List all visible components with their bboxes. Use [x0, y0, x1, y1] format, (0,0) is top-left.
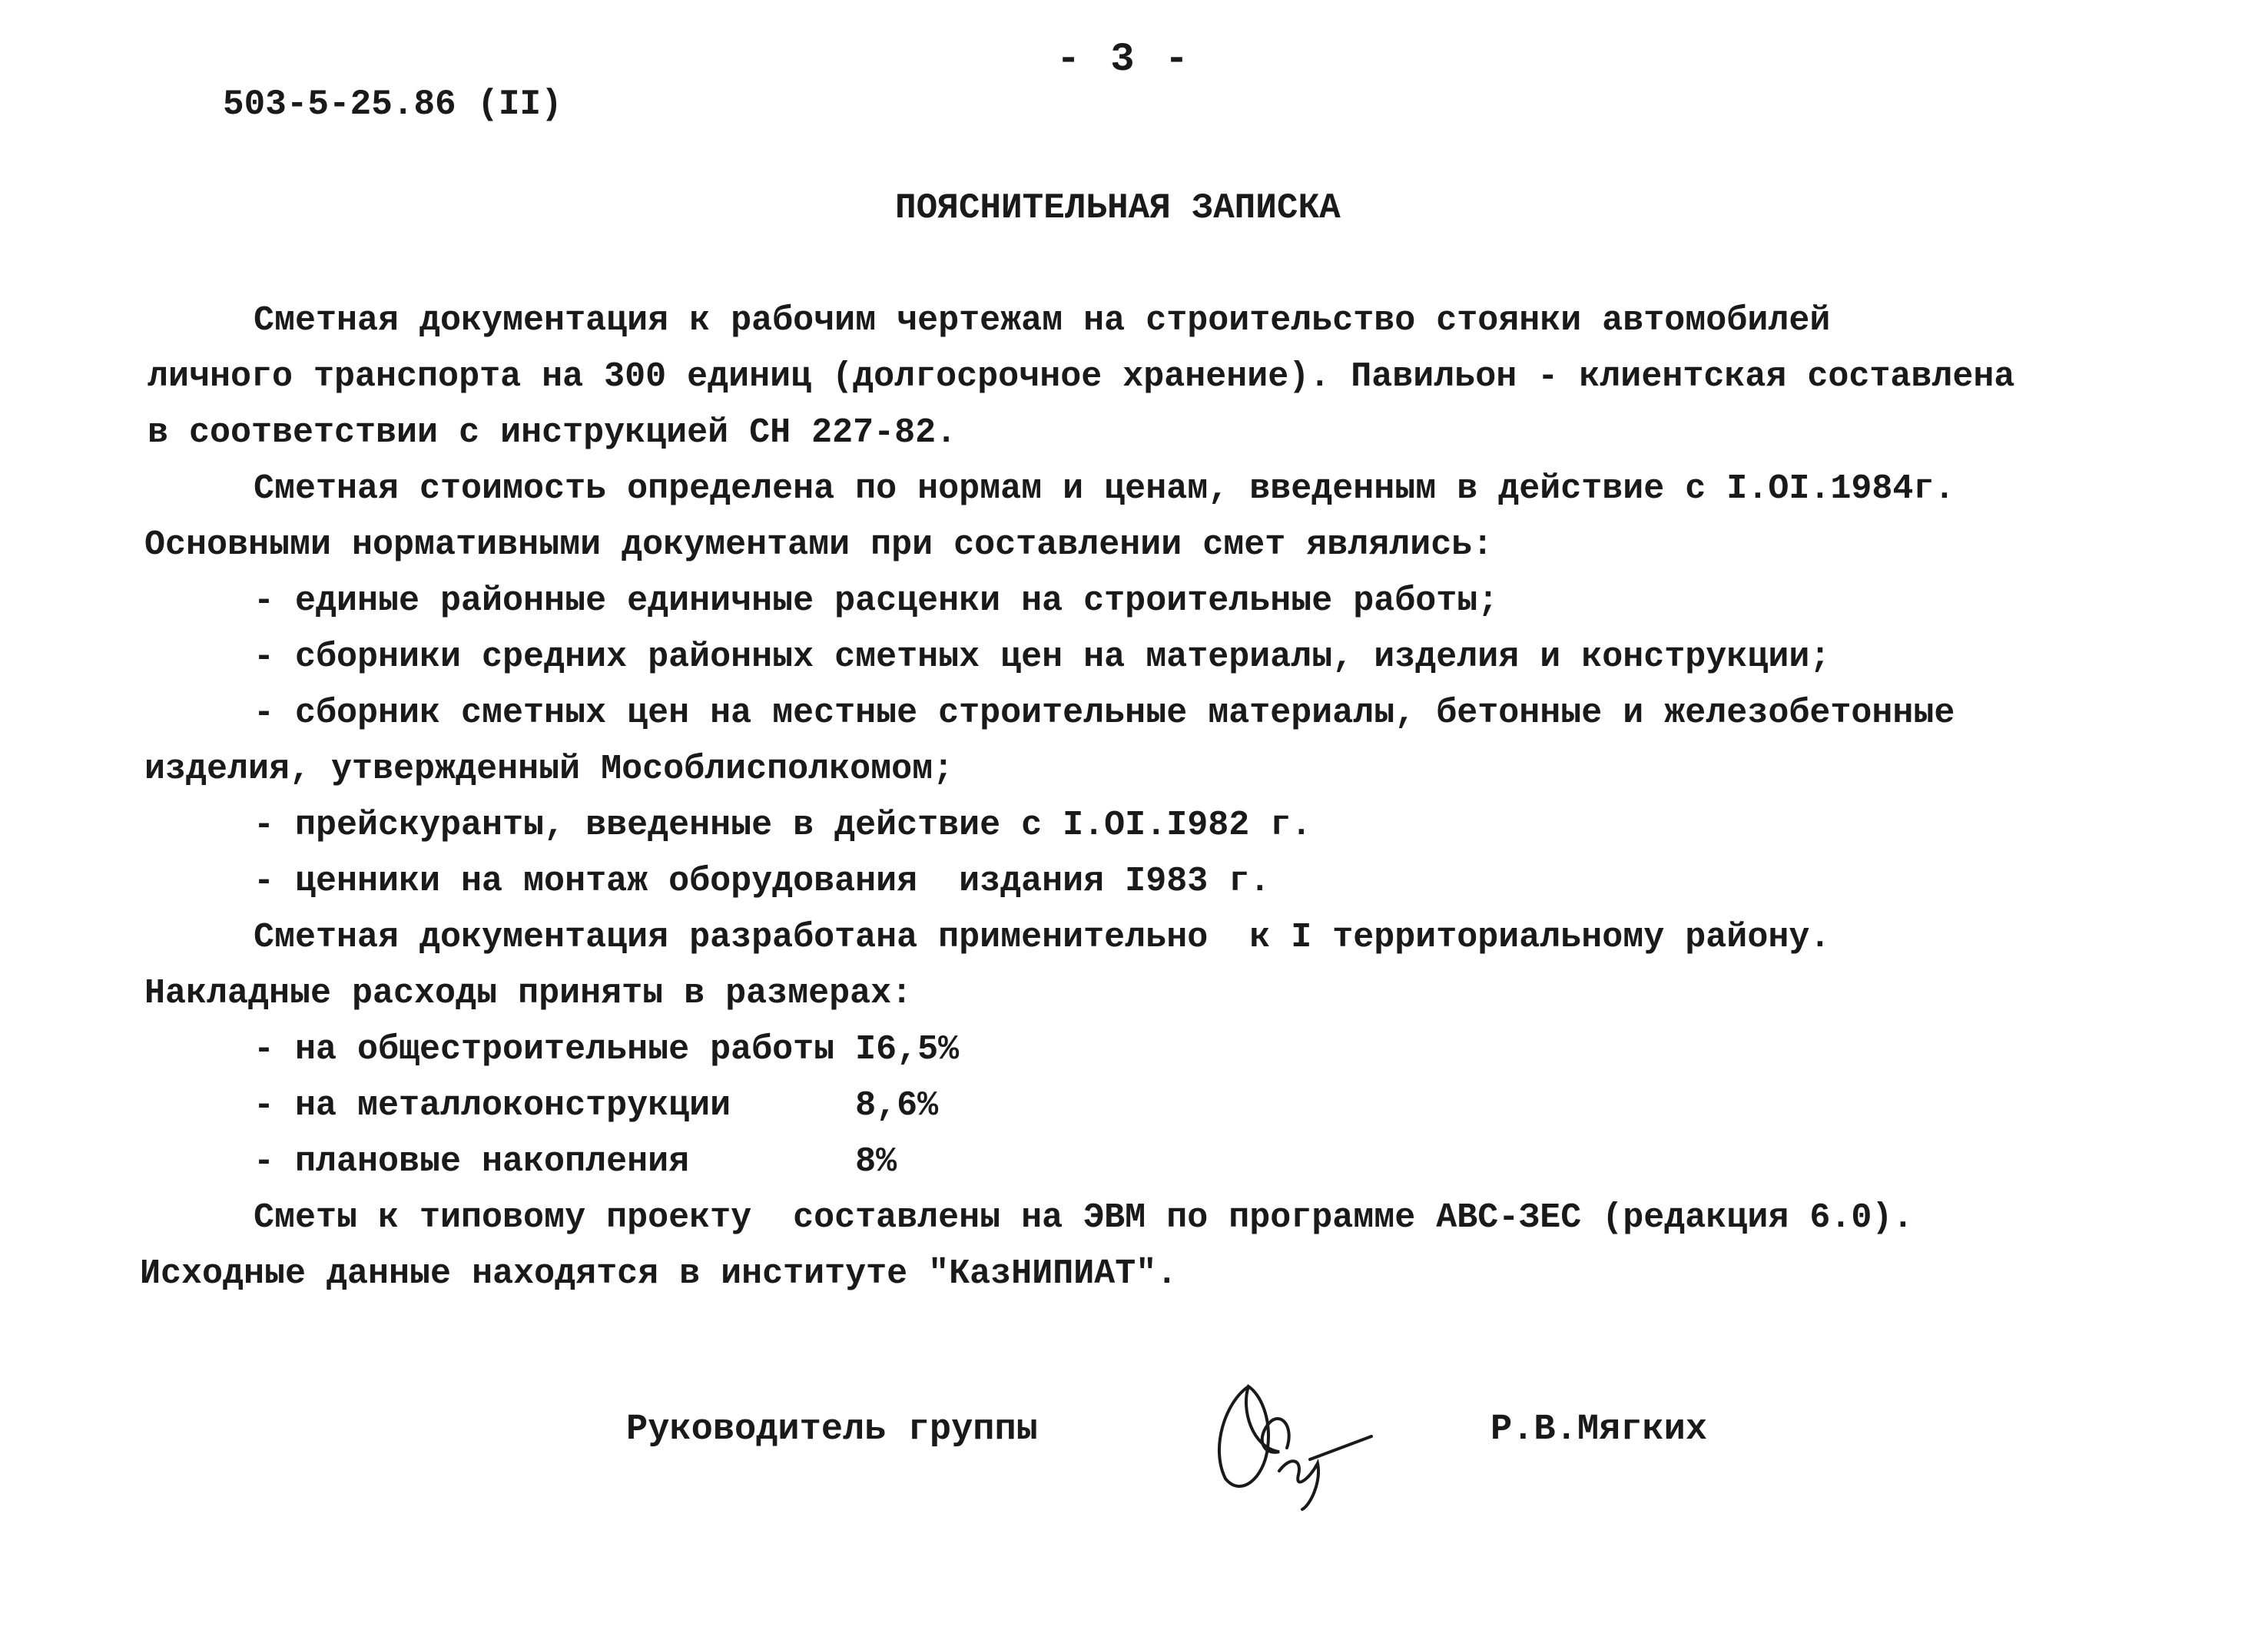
body-line: Сметная документация к рабочим чертежам на строительство стоянки автомобилей — [254, 301, 1831, 340]
signature-label: Руководитель группы — [626, 1409, 1038, 1450]
body-line: изделия, утвержденный Мособлисполкомом; — [144, 750, 954, 789]
body-line: - на металлоконструкции 8,6% — [254, 1086, 939, 1125]
body-line: личного транспорта на 300 единиц (долгосрочное хранение). Павильон - клиентская составлена — [148, 357, 2015, 396]
signatory-name: Р.В.Мягких — [1490, 1409, 1708, 1450]
body-line: - единые районные единичные расценки на строительные работы; — [254, 581, 1499, 621]
handwritten-signature — [1195, 1363, 1379, 1517]
body-line: - сборники средних районных сметных цен на материалы, изделия и конструкции; — [254, 638, 1831, 677]
document-title: ПОЯСНИТЕЛЬНАЯ ЗАПИСКА — [895, 188, 1341, 228]
body-line: Сметная стоимость определена по нормам и ценам, введенным в действие с I.OI.1984г. — [254, 469, 1955, 508]
body-line: Основными нормативными документами при составлении смет являлись: — [144, 525, 1494, 565]
body-line: - прейскуранты, введенные в действие с I.OI.I982 г. — [254, 806, 1312, 845]
body-line: Накладные расходы приняты в размерах: — [144, 974, 913, 1013]
body-line: - сборник сметных цен на местные строительные материалы, бетонные и железобетонные — [254, 694, 1955, 733]
body-line: Сметы к типовому проекту составлены на ЭВМ по программе АВС-ЗЕС (редакция 6.0). — [254, 1198, 1914, 1237]
body-line: Исходные данные находятся в институте "КазНИПИАТ". — [140, 1254, 1178, 1293]
body-line: в соответствии с инструкцией СН 227-82. — [148, 413, 957, 452]
body-line: - ценники на монтаж оборудования издания I983 г. — [254, 862, 1271, 901]
body-line: - на общестроительные работы I6,5% — [254, 1030, 960, 1069]
document-code: 503-5-25.86 (II) — [223, 84, 562, 124]
body-line: - плановые накопления 8% — [254, 1142, 897, 1181]
body-line: Сметная документация разработана применительно к I территориальному району. — [254, 918, 1831, 957]
page-number: - 3 - — [1056, 37, 1192, 82]
